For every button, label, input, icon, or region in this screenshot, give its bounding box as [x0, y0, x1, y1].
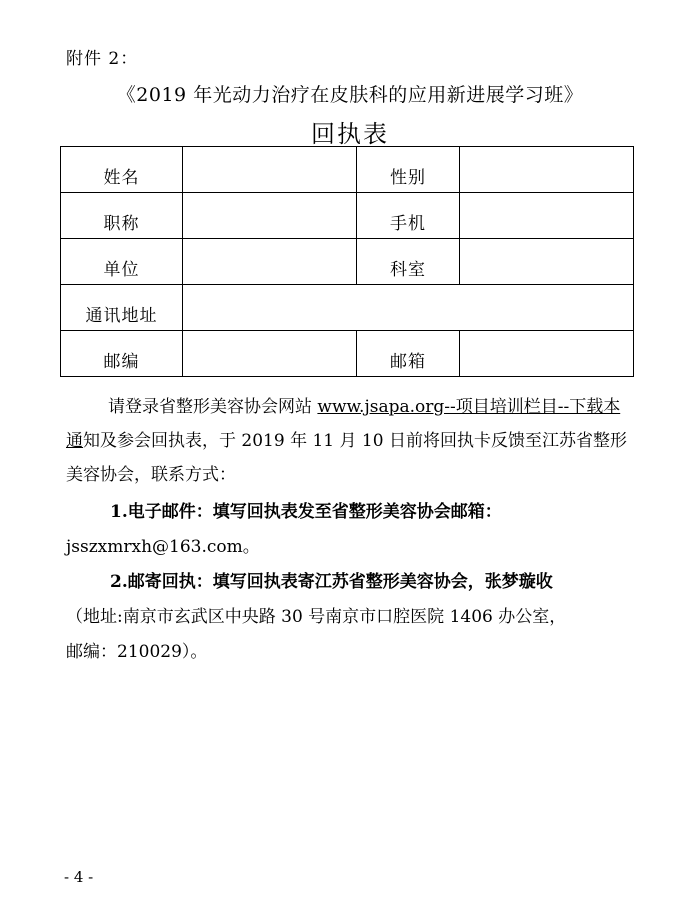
zip-field[interactable]	[183, 331, 357, 377]
phone-label: 手机	[357, 193, 460, 239]
zip-label: 邮编	[61, 331, 183, 377]
name-label: 姓名	[61, 147, 183, 193]
phone-field[interactable]	[460, 193, 634, 239]
address-label: 通讯地址	[61, 285, 183, 331]
form-title: 回执表	[311, 120, 389, 148]
email-address[interactable]: jsszxmrxh@163.com。	[66, 537, 260, 557]
instructions-text: 请登录省整形美容协会网站	[108, 397, 318, 417]
page-number: - 4 -	[64, 868, 94, 886]
mail-method: 2.邮寄回执：填写回执表寄江苏省整形美容协会，张梦璇收	[110, 572, 553, 592]
title-field[interactable]	[183, 193, 357, 239]
receipt-form-table	[60, 146, 634, 377]
org-label: 单位	[61, 239, 183, 285]
website-link[interactable]: www.jsapa.org--项目培训栏目--下载本通	[66, 397, 621, 451]
table-row	[61, 331, 634, 377]
attachment-label: 附件 2：	[66, 49, 139, 69]
email-field[interactable]	[460, 331, 634, 377]
name-field[interactable]	[183, 147, 357, 193]
gender-field[interactable]	[460, 147, 634, 193]
dept-label: 科室	[357, 239, 460, 285]
table-row	[61, 193, 634, 239]
course-title: 《2019 年光动力治疗在皮肤科的应用新进展学习班》	[116, 84, 584, 106]
address-field[interactable]	[183, 285, 634, 331]
gender-label: 性别	[357, 147, 460, 193]
table-row	[61, 285, 634, 331]
title-label: 职称	[61, 193, 183, 239]
dept-field[interactable]	[460, 239, 634, 285]
table-row	[61, 239, 634, 285]
email-label: 邮箱	[357, 331, 460, 377]
table-row	[61, 147, 634, 193]
mail-address: （地址:南京市玄武区中央路 30 号南京市口腔医院 1406 办公室，	[66, 607, 567, 627]
org-field[interactable]	[183, 239, 357, 285]
email-method: 1.电子邮件：填写回执表发至省整形美容协会邮箱：	[110, 502, 502, 522]
mail-zip: 邮编：210029）。	[66, 642, 208, 662]
instructions-text-cont: 知及参会回执表，于 2019 年 11 月 10 日前将回执卡反馈至江苏省整形美容协会，联系方式：	[66, 431, 627, 485]
instructions-paragraph	[66, 390, 636, 492]
